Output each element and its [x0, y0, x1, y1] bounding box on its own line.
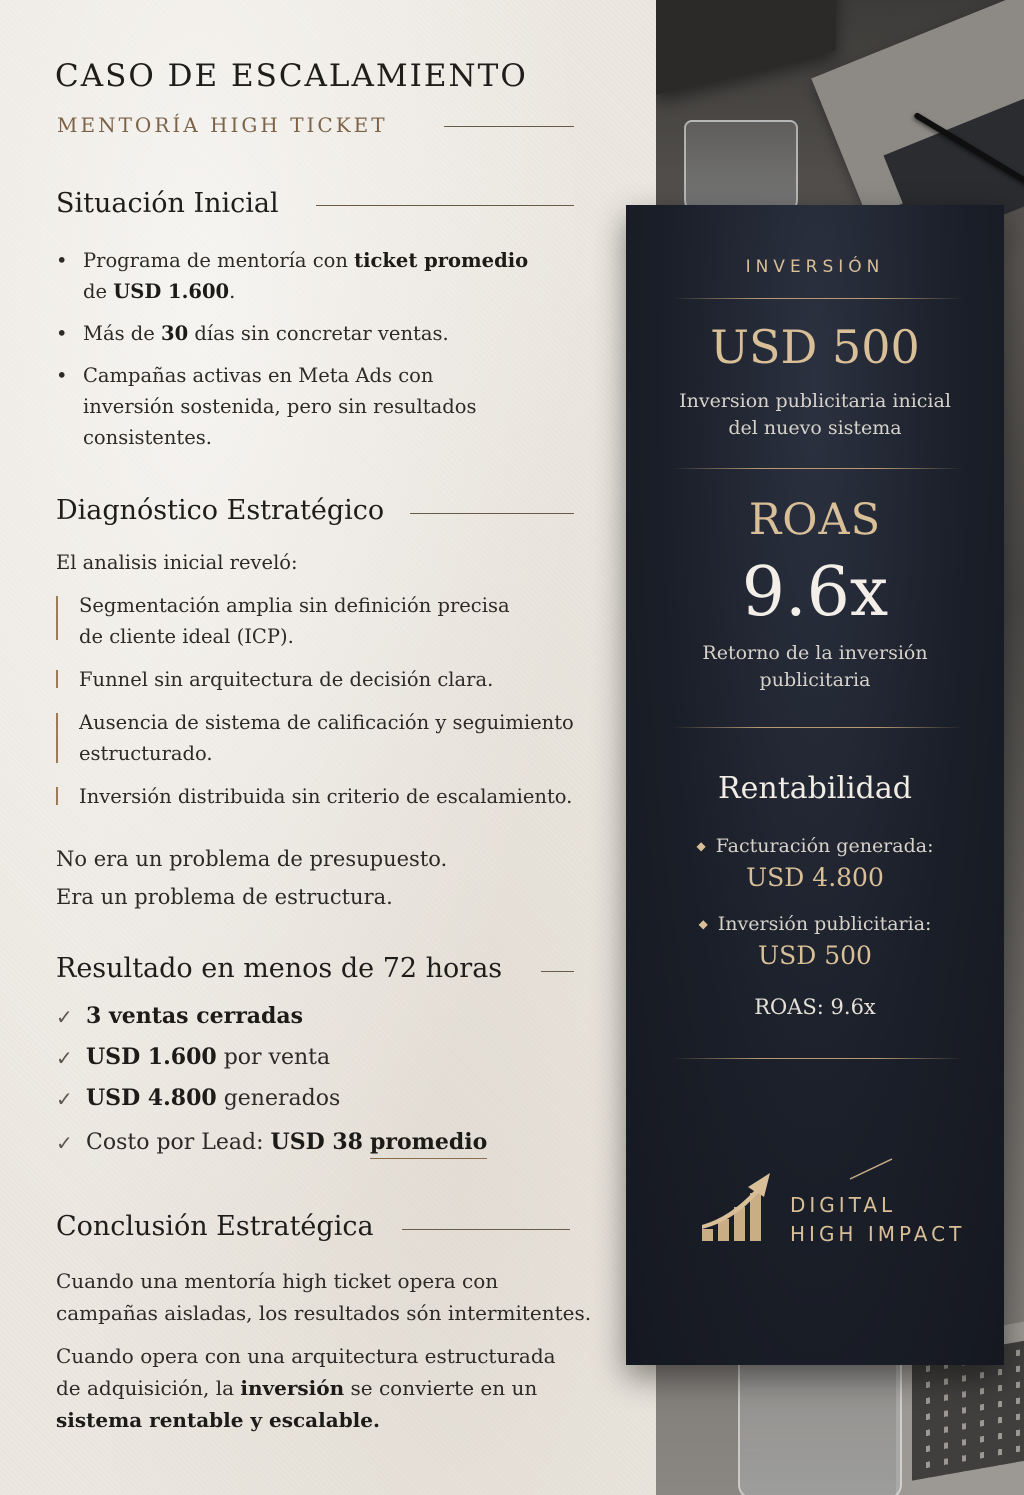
bar-marker	[56, 713, 58, 763]
check-item: ✓ 3 ventas cerradas	[56, 1003, 304, 1029]
diagnostico-list	[56, 590, 581, 824]
conclusion-p2: Cuando opera con una arquitectura estructurada de adquisición, la inversión se convierte en un sistema rentable y escalable.	[56, 1344, 556, 1432]
check-icon: ✓	[56, 1005, 73, 1029]
list-item: Ausencia de sistema de calificación y seguimiento estructurado.	[56, 707, 581, 769]
card-divider	[672, 298, 964, 299]
inversion-value: USD 500	[710, 320, 920, 374]
chart-growth-icon	[700, 1163, 780, 1247]
list-item: • Campañas activas en Meta Ads con inversión sostenida, pero sin resultados consistentes.	[56, 360, 513, 453]
cost-underline: promedio	[370, 1129, 487, 1159]
list-item: Funnel sin arquitectura de decisión clara.	[56, 664, 581, 695]
bullet-dot: •	[56, 249, 68, 272]
bar-marker	[56, 596, 58, 640]
roas-value: 9.6x	[741, 553, 889, 632]
situacion-heading: Situación Inicial	[56, 188, 279, 219]
inversion-label: INVERSIÓN	[745, 257, 885, 277]
results-card	[626, 205, 1004, 1365]
list-item: • Más de 30 días sin concretar ventas.	[56, 318, 576, 349]
conclusion-heading: Conclusión Estratégica	[56, 1211, 374, 1242]
subtitle-divider	[444, 126, 574, 127]
diagnostico-heading: Diagnóstico Estratégico	[56, 495, 385, 526]
bullet-dot: •	[56, 322, 68, 345]
card-divider	[672, 727, 964, 728]
card-divider	[672, 1058, 964, 1059]
inversion-pub-label: ◆ Inversión publicitaria:	[698, 913, 932, 935]
diagnostico-note: No era un problema de presupuesto. Era un problema de estructura.	[56, 847, 448, 909]
check-item: ✓ USD 4.800 generados	[56, 1085, 341, 1111]
diagnostico-divider	[410, 513, 574, 514]
rentabilidad-title: Rentabilidad	[718, 771, 912, 806]
situacion-list	[56, 245, 576, 464]
conclusion-divider	[402, 1229, 570, 1230]
check-item: ✓ USD 1.600 por venta	[56, 1044, 331, 1070]
facturacion-value: USD 4.800	[746, 863, 884, 892]
diamond-icon: ◆	[698, 917, 708, 931]
brand-name: DIGITAL HIGH IMPACT	[790, 1193, 966, 1246]
resultado-divider	[541, 971, 574, 972]
bar-marker	[56, 670, 58, 688]
list-item: • Programa de mentoría con ticket promedio de USD 1.600.	[56, 245, 576, 307]
inversion-pub-value: USD 500	[758, 941, 872, 970]
brand-logo	[700, 1163, 1000, 1253]
roas-label: ROAS	[748, 495, 882, 545]
roas-summary: ROAS: 9.6x	[754, 995, 876, 1019]
facturacion-label: ◆ Facturación generada:	[696, 835, 934, 857]
diagnostico-intro: El analisis inicial reveló:	[56, 551, 298, 574]
resultado-heading: Resultado en menos de 72 horas	[56, 953, 503, 984]
glass-image-top	[684, 120, 798, 214]
check-icon: ✓	[56, 1131, 73, 1155]
bar-marker	[56, 787, 58, 805]
check-icon: ✓	[56, 1087, 73, 1111]
roas-desc: Retorno de la inversión publicitaria	[702, 642, 928, 691]
list-item: Inversión distribuida sin criterio de escalamiento.	[56, 781, 581, 812]
resultado-checklist	[56, 1003, 576, 1170]
page-subtitle: MENTORÍA HIGH TICKET	[57, 113, 388, 137]
logo-stroke-icon	[848, 1157, 908, 1181]
bullet-dot: •	[56, 364, 68, 387]
card-divider	[672, 468, 964, 469]
situacion-divider	[316, 205, 574, 206]
diamond-icon: ◆	[696, 839, 706, 853]
check-item: ✓ Costo por Lead: USD 38 promedio	[56, 1129, 576, 1170]
conclusion-p1: Cuando una mentoría high ticket opera con campañas aisladas, los resultados són intermitentes.	[56, 1269, 592, 1325]
page-title: CASO DE ESCALAMIENTO	[55, 58, 528, 94]
check-icon: ✓	[56, 1046, 73, 1070]
inversion-desc: Inversion publicitaria inicial del nuevo sistema	[679, 390, 951, 439]
list-item: Segmentación amplia sin definición precisa de cliente ideal (ICP).	[56, 590, 529, 652]
notebook-image	[656, 0, 836, 95]
